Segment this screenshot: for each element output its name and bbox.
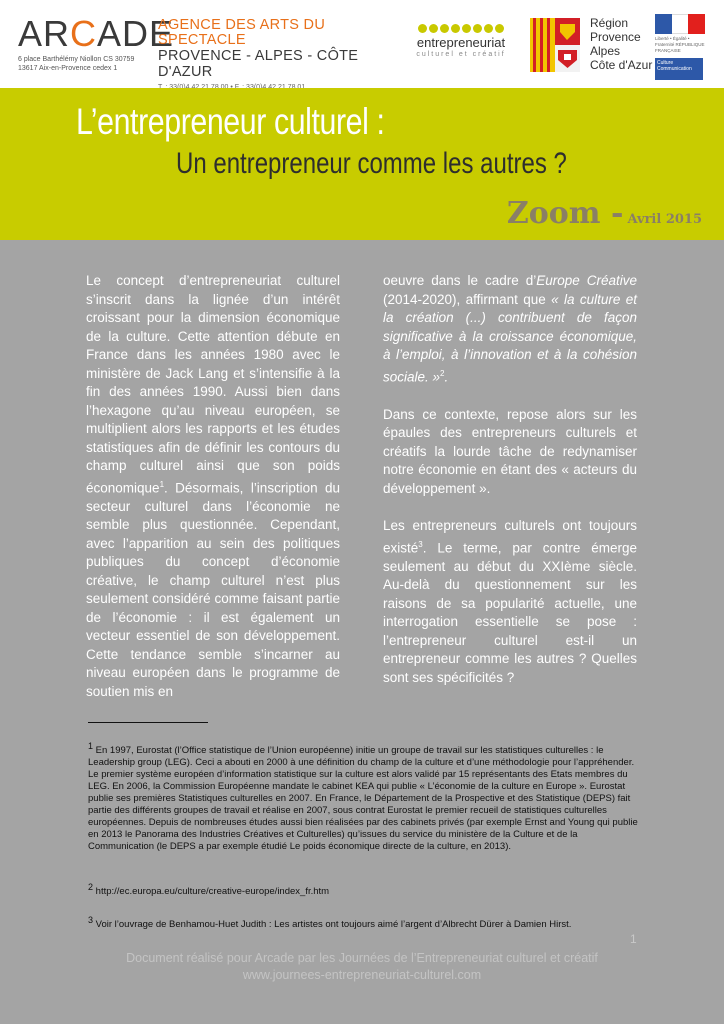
left-text-a: Le concept d’entrepreneuriat culturel s’inscrit dans la lignée d’un intérêt croissant pour la dimension économique de la culture. Cette attention débute en France dans les années 1980 avec le ministère de Jack Lang et s’intensifie à la fin des années 1990. Aussi bien dans l’hexagone qu’au niveau européen, se multiplient alors les rapports et les études statistiques afin de définir les contours du champ culturel ainsi que son poids économique — [86, 273, 340, 495]
region-line-3: Alpes — [590, 44, 621, 58]
zoom-date: Avril 2015 — [627, 212, 702, 227]
footnote-ref-2[interactable]: 2 — [440, 368, 445, 378]
page-header — [0, 0, 724, 88]
footer-link[interactable]: www.journees-entrepreneuriat-culturel.com — [242, 968, 482, 982]
agency-region: PROVENCE - ALPES - CÔTE D'AZUR — [158, 48, 359, 80]
address-line-1: 6 place Barthélémy Niollon CS 30759 — [18, 56, 135, 63]
right-paragraph-1 — [383, 272, 637, 387]
right-paragraph-2: Dans ce contexte, repose alors sur les épaules des entrepreneurs culturels et créatifs la lourde tâche de redynamiser notre économie en étant des « acteurs du développement ». — [383, 406, 637, 496]
address-line-2: 13617 Aix-en-Provence cedex 1 — [18, 65, 118, 72]
left-column — [86, 272, 340, 720]
ministry-box: Culture Communication — [655, 58, 703, 80]
zoom-label — [507, 196, 702, 231]
footnote-text: En 1997, Eurostat (l’Office statistique de l’Union européenne) initie un groupe de travail sur les statistiques culturelles : le Leadership group (LEG). Ceci a abouti en 2000 à une définition du champ de la culture et d’une méthodologie pour l’appréhender. Le premier système européen d’information statistique sur la culture est alors validé par 15 représentants des Etats membres du LEG. En 2006, la Commission Européenne mandate le cabinet KEA qui publie « L’économie de la culture en Europe ». Eurostat publie ses premières Statistiques culturelles en 2007. En France, le Département de la Prospective et des Statistique (DEPS) fait partie des différents groupes de travail et réalise en 2007, sous contrat Eurostat le premier recueil de statistiques culturelles européennes. Depuis de nombreuses études aussi bien réalisées par des cabinets privés (par exemple Ernst and Young qui publie en 2013 le Panorama des Industries Créatives et Culturelles) qu’issues du service du ministère de la Culture et de la Communication (le DEPS a par exemple étudié Le poids économique directe de la culture, en 2013). — [88, 745, 638, 853]
right-paragraph-3 — [383, 517, 637, 687]
footnote-link[interactable]: http://ec.europa.eu/culture/creative-europe/index_fr.htm — [93, 886, 330, 898]
footnote-ref-1[interactable]: 1 — [159, 479, 165, 489]
left-text-b: . Désormais, l’inscription du secteur culturel dans l’économie ne semble plus questionnée. Cependant, avec l’apparition au sein des politiques publiques du concept d’économie créative, le champ culturel n’est plus seulement considéré comme faisant partie de l’économie : il est également un vecteur essentiel de son développement. Cette tendance semble s’incarner au niveau européen dans le programme de soutien mis en — [86, 480, 340, 699]
right-p3-text-a: Les entrepreneurs culturels ont toujours existé — [383, 518, 637, 555]
agency-name: AGENCE DES ARTS DU SPECTACLE — [158, 17, 326, 48]
footnote-2 — [88, 881, 644, 898]
footnote-number: 2 — [88, 882, 94, 892]
ministry-logo — [655, 14, 705, 80]
page-footer — [0, 950, 724, 984]
footnote-ref-3[interactable]: 3 — [418, 539, 423, 549]
republic-motto: Liberté • Égalité • Fraternité RÉPUBLIQUE FRANÇAISE — [655, 36, 705, 53]
region-line-1: Région — [590, 16, 629, 30]
right-p1-text-a: oeuvre dans le cadre d’ — [383, 273, 537, 288]
footer-credit: Document réalisé pour Arcade par les Journées de l’Entrepreneuriat culturel et créatif — [126, 951, 598, 965]
right-p1-text-c: (2014-2020), affirmant que — [383, 291, 552, 307]
right-p1-europe-creative: Europe Créative — [536, 273, 637, 288]
region-line-4: Côte d'Azur — [590, 58, 653, 72]
left-paragraph — [86, 272, 340, 701]
footnote-1 — [88, 740, 644, 853]
region-name — [590, 16, 652, 72]
page-number: 1 — [630, 932, 637, 946]
dots-icon — [406, 24, 516, 33]
region-emblem-icon — [530, 18, 580, 72]
arcade-address — [18, 55, 158, 73]
entrepreneuriat-name: entrepreneuriat — [416, 35, 506, 50]
footnote-3 — [88, 914, 644, 931]
right-p1-quote: « la culture et la création (...) contribuent de façon significative à la croissance économique, à l’emploi, à l’innovation et à la cohésion sociale. » — [383, 291, 637, 384]
footnote-text: Voir l’ouvrage de Benhamou-Huet Judith : Les artistes ont toujours aimé l’argent d’Albrecht Dürer à Damien Hirst. — [93, 919, 572, 931]
footnote-number: 1 — [88, 741, 94, 751]
page-subtitle: Un entrepreneur comme les autres ? — [176, 147, 567, 180]
entrepreneuriat-logo — [406, 24, 516, 59]
right-p3-text-b: . Le terme, par contre émerge seulement au début du XXIème siècle. Au-delà du questionnement sur les raisons de sa popularité actuelle, une interrogation essentielle se pose : l’entrepreneur culturel est-il un entrepreneur comme les autres ? Quelles sont ses spécificités ? — [383, 540, 637, 685]
footnote-number: 3 — [88, 915, 94, 925]
page-title: L’entrepreneur culturel : — [76, 101, 385, 142]
region-line-2: Provence — [590, 30, 641, 44]
french-flag-icon — [655, 14, 705, 34]
footnote-divider — [88, 722, 208, 723]
arcade-logo: ARCADE — [18, 13, 175, 54]
right-p1-end: . — [444, 369, 449, 384]
entrepreneuriat-sub: culturel et créatif — [416, 51, 506, 58]
zoom-word: Zoom - — [506, 196, 624, 231]
right-column — [383, 272, 637, 706]
